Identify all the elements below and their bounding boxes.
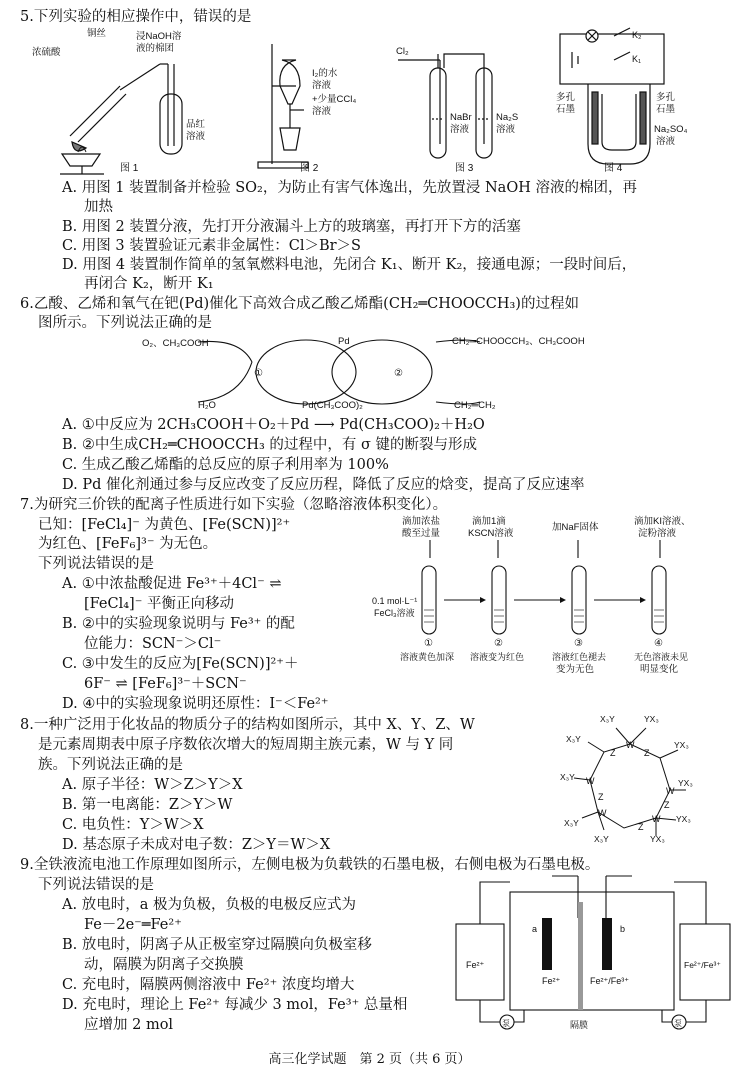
q7-given-3: 下列说法错误的是 <box>38 556 154 572</box>
q5-option-a: A. 用图 1 装置制备并检验 SO₂，为防止有害气体逸出，先放置浸 NaOH 溶液的棉团，再 <box>62 180 637 196</box>
reagent-label: 加NaF固体 <box>552 522 599 533</box>
cycle-label: H₂O <box>198 400 216 411</box>
result-label: 无色溶液未见 <box>634 652 689 662</box>
q6-stem: 6.乙酸、乙烯和氧气在钯(Pd)催化下高效合成乙酸乙烯酯(CH₂═CHOOCCH₃)的过程如 <box>20 296 579 312</box>
substituent-label: X₃Y <box>566 734 581 744</box>
q6-stem-cont: 图所示。下列说法正确的是 <box>38 315 212 331</box>
q7-option-b-cont: 位能力：SCN⁻＞Cl⁻ <box>84 636 222 652</box>
fig1-label: 浸NaOH溶 <box>136 31 182 42</box>
q7-experiment-diagram <box>372 514 732 664</box>
fig1-diagram <box>60 64 182 174</box>
fig1-label: 品红 <box>186 119 206 130</box>
page-footer: 高三化学试题 第 2 页（共 6 页） <box>268 1052 471 1067</box>
q7-option-a-cont: [FeCl₄]⁻ 平衡正向移动 <box>84 596 234 612</box>
fig2-label: 溶液 <box>312 106 332 117</box>
fig1-label: 浓硫酸 <box>32 47 61 58</box>
cycle-label: CH₂═CH₂ <box>454 400 496 411</box>
q9-stem-cont: 下列说法错误的是 <box>38 877 154 893</box>
substituent-label: X₃Y <box>560 772 575 782</box>
q5-option-d-cont: 再闭合 K₂，断开 K₁ <box>84 276 214 292</box>
reagent-label: 滴加KI溶液、 <box>634 516 691 527</box>
fig3-label: Na₂S <box>496 112 519 123</box>
reagent-label: 酸至过量 <box>402 528 441 539</box>
cell-label: b <box>620 924 626 934</box>
q7-option-a: A. ①中浓盐酸促进 Fe³⁺＋4Cl⁻ ⇌ <box>62 576 282 592</box>
q8-option-b: B. 第一电离能：Z＞Y＞W <box>62 797 233 813</box>
ring-atom: W <box>586 776 595 786</box>
cell-label: Fe²⁺/Fe³⁺ <box>684 960 721 970</box>
substituent-label: X₃Y <box>564 818 579 828</box>
substituent-label: X₃Y <box>594 834 609 844</box>
ring-atom: Z <box>638 822 644 832</box>
pump-label: 泵 <box>674 1019 682 1028</box>
result-label: 溶液红色褪去 <box>552 652 607 662</box>
q8-option-d: D. 基态原子未成对电子数：Z＞Y＝W＞X <box>62 837 331 853</box>
fig1-label: 铜丝 <box>87 28 107 39</box>
fig4-label: K₂ <box>632 30 642 40</box>
fig4-label: 石墨 <box>556 104 576 115</box>
reagent-label: 滴加1滴 <box>472 516 506 527</box>
fig4-label: 石墨 <box>656 104 676 115</box>
substituent-label: YX₃ <box>644 714 659 724</box>
fig-caption: 图 4 <box>604 163 623 174</box>
fig2-label: +少量CCl₄ <box>312 94 357 105</box>
fig2-diagram <box>258 44 308 168</box>
q8-molecule-diagram <box>560 708 700 844</box>
substituent-label: YX₃ <box>650 834 665 844</box>
q6-option-a: A. ①中反应为 2CH₃COOH＋O₂＋Pd ⟶ Pd(CH₃COO)₂＋H₂O <box>62 417 485 433</box>
fig-caption: 图 3 <box>455 163 474 174</box>
q5-figures <box>0 24 739 194</box>
fig3-label: NaBr <box>450 112 472 123</box>
result-label: 溶液变为红色 <box>470 652 525 662</box>
reagent-label: 淀粉溶液 <box>638 528 677 539</box>
cycle-label: O₂、CH₃COOH <box>142 338 209 349</box>
substituent-label: YX₃ <box>674 740 689 750</box>
cycle-label: CH₂═CHOOCCH₃、CH₃COOH <box>452 336 585 347</box>
fig4-label: 溶液 <box>656 136 676 147</box>
fig3-label: Cl₂ <box>396 46 409 57</box>
ring-atom: Z <box>644 748 650 758</box>
q9-option-b-cont: 动，隔膜为阴离子交换膜 <box>84 957 244 973</box>
cell-label: a <box>532 924 538 934</box>
tube-number: ④ <box>654 638 663 649</box>
q6-option-d: D. Pd 催化剂通过参与反应改变了反应历程，降低了反应的焓变，提高了反应速率 <box>62 477 585 493</box>
result-label-cont: 明显变化 <box>640 664 679 675</box>
ring-atom: W <box>626 740 635 750</box>
cell-label: 隔膜 <box>570 1020 589 1030</box>
q6-option-b: B. ②中生成CH₂═CHOOCCH₃ 的过程中，有 σ 键的断裂与形成 <box>62 437 478 453</box>
result-label-cont: 变为无色 <box>556 664 595 675</box>
q9-option-a-cont: Fe－2e⁻═Fe²⁺ <box>84 917 182 933</box>
q9-option-c: C. 充电时，隔膜两侧溶液中 Fe²⁺ 浓度均增大 <box>62 977 355 993</box>
fig3-diagram <box>398 54 492 158</box>
fig3-label: 溶液 <box>496 124 516 135</box>
substituent-label: YX₃ <box>678 778 693 788</box>
ring-atom: W <box>652 814 661 824</box>
ring-atom: Z <box>664 800 670 810</box>
q8-option-a: A. 原子半径：W＞Z＞Y＞X <box>62 777 243 793</box>
ring-atom: W <box>666 786 675 796</box>
q9-battery-diagram <box>452 872 734 1032</box>
q7-option-b: B. ②中的实验现象说明与 Fe³⁺ 的配 <box>62 616 295 632</box>
start-label: FeCl₃溶液 <box>374 608 415 618</box>
cell-label: Fe²⁺/Fe³⁺ <box>590 976 630 986</box>
q8-stem-cont: 是元素周期表中原子序数依次增大的短周期主族元素，W 与 Y 同 <box>38 737 454 753</box>
fig1-label: 液的棉团 <box>136 43 175 54</box>
tube-number: ① <box>424 638 433 649</box>
ring-atom: Z <box>598 792 604 802</box>
q5-option-a-cont: 加热 <box>84 199 113 215</box>
fig4-label: 多孔 <box>556 92 576 103</box>
q9-option-d: D. 充电时，理论上 Fe²⁺ 每减少 3 mol，Fe³⁺ 总量相 <box>62 997 408 1013</box>
fig1-label: 溶液 <box>186 131 206 142</box>
cycle-label: ② <box>394 368 403 379</box>
q6-cycle-diagram <box>0 332 739 412</box>
q7-option-c-cont: 6F⁻ ⇌ [FeF₆]³⁻＋SCN⁻ <box>84 676 247 692</box>
q7-stem: 7.为研究三价铁的配离子性质进行如下实验（忽略溶液体积变化）。 <box>20 497 448 513</box>
q7-option-d: D. ④中的实验现象说明还原性：I⁻＜Fe²⁺ <box>62 696 329 712</box>
q5-option-d: D. 用图 4 装置制作简单的氢氧燃料电池，先闭合 K₁、断开 K₂，接通电源；一段时间后， <box>62 257 637 273</box>
fig4-diagram <box>560 28 664 164</box>
reagent-label: 滴加浓盐 <box>402 516 441 527</box>
fig-caption: 图 2 <box>300 163 319 174</box>
fig4-label: 多孔 <box>656 92 676 103</box>
fig3-label: 溶液 <box>450 124 470 135</box>
q8-stem-cont: 族。下列说法正确的是 <box>38 757 183 773</box>
result-label: 溶液黄色加深 <box>400 652 455 662</box>
ring-atom: Z <box>610 748 616 758</box>
cycle-label: Pd(CH₃COO)₂ <box>302 400 363 411</box>
tube-number: ③ <box>574 638 583 649</box>
q5-stem: 5.下列实验的相应操作中，错误的是 <box>20 9 252 25</box>
fig4-label: Na₂SO₄ <box>654 124 688 135</box>
pump-label: 泵 <box>502 1019 510 1028</box>
cell-label: Fe²⁺ <box>466 960 485 970</box>
q7-option-c: C. ③中发生的反应为[Fe(SCN)]²⁺＋ <box>62 656 299 672</box>
substituent-label: X₃Y <box>600 714 615 724</box>
q5-option-b: B. 用图 2 装置分液，先打开分液漏斗上方的玻璃塞，再打开下方的活塞 <box>62 219 521 235</box>
q9-option-b: B. 放电时，阴离子从正极室穿过隔膜向负极室移 <box>62 937 372 953</box>
q6-option-c: C. 生成乙酸乙烯酯的总反应的原子利用率为 100% <box>62 457 389 473</box>
reagent-label: KSCN溶液 <box>468 528 514 539</box>
q7-given-1: 已知：[FeCl₄]⁻ 为黄色、[Fe(SCN)]²⁺ <box>38 517 291 533</box>
q7-given-2: 为红色、[FeF₆]³⁻ 为无色。 <box>38 536 218 552</box>
q5-option-c: C. 用图 3 装置验证元素非金属性：Cl＞Br＞S <box>62 238 361 254</box>
fig2-label: I₂的水 <box>312 68 338 79</box>
cycle-label: ① <box>254 368 263 379</box>
fig-caption: 图 1 <box>120 163 139 174</box>
cycle-label: Pd <box>338 336 350 347</box>
q9-stem: 9.全铁液流电池工作原理如图所示，左侧电极为负载铁的石墨电极，右侧电极为石墨电极。 <box>20 857 600 873</box>
start-label: 0.1 mol·L⁻¹ <box>372 596 418 606</box>
q9-option-d-cont: 应增加 2 mol <box>84 1017 174 1033</box>
q8-stem: 8.一种广泛用于化妆品的物质分子的结构如图所示，其中 X、Y、Z、W <box>20 717 475 733</box>
cell-label: Fe²⁺ <box>542 976 561 986</box>
ring-atom: W <box>598 808 607 818</box>
q8-option-c: C. 电负性：Y＞W＞X <box>62 817 204 833</box>
tube-number: ② <box>494 638 503 649</box>
fig2-label: 溶液 <box>312 80 332 91</box>
q9-option-a: A. 放电时，a 极为负极，负极的电极反应式为 <box>62 897 356 913</box>
fig4-label: K₁ <box>632 54 642 64</box>
substituent-label: YX₃ <box>676 814 691 824</box>
